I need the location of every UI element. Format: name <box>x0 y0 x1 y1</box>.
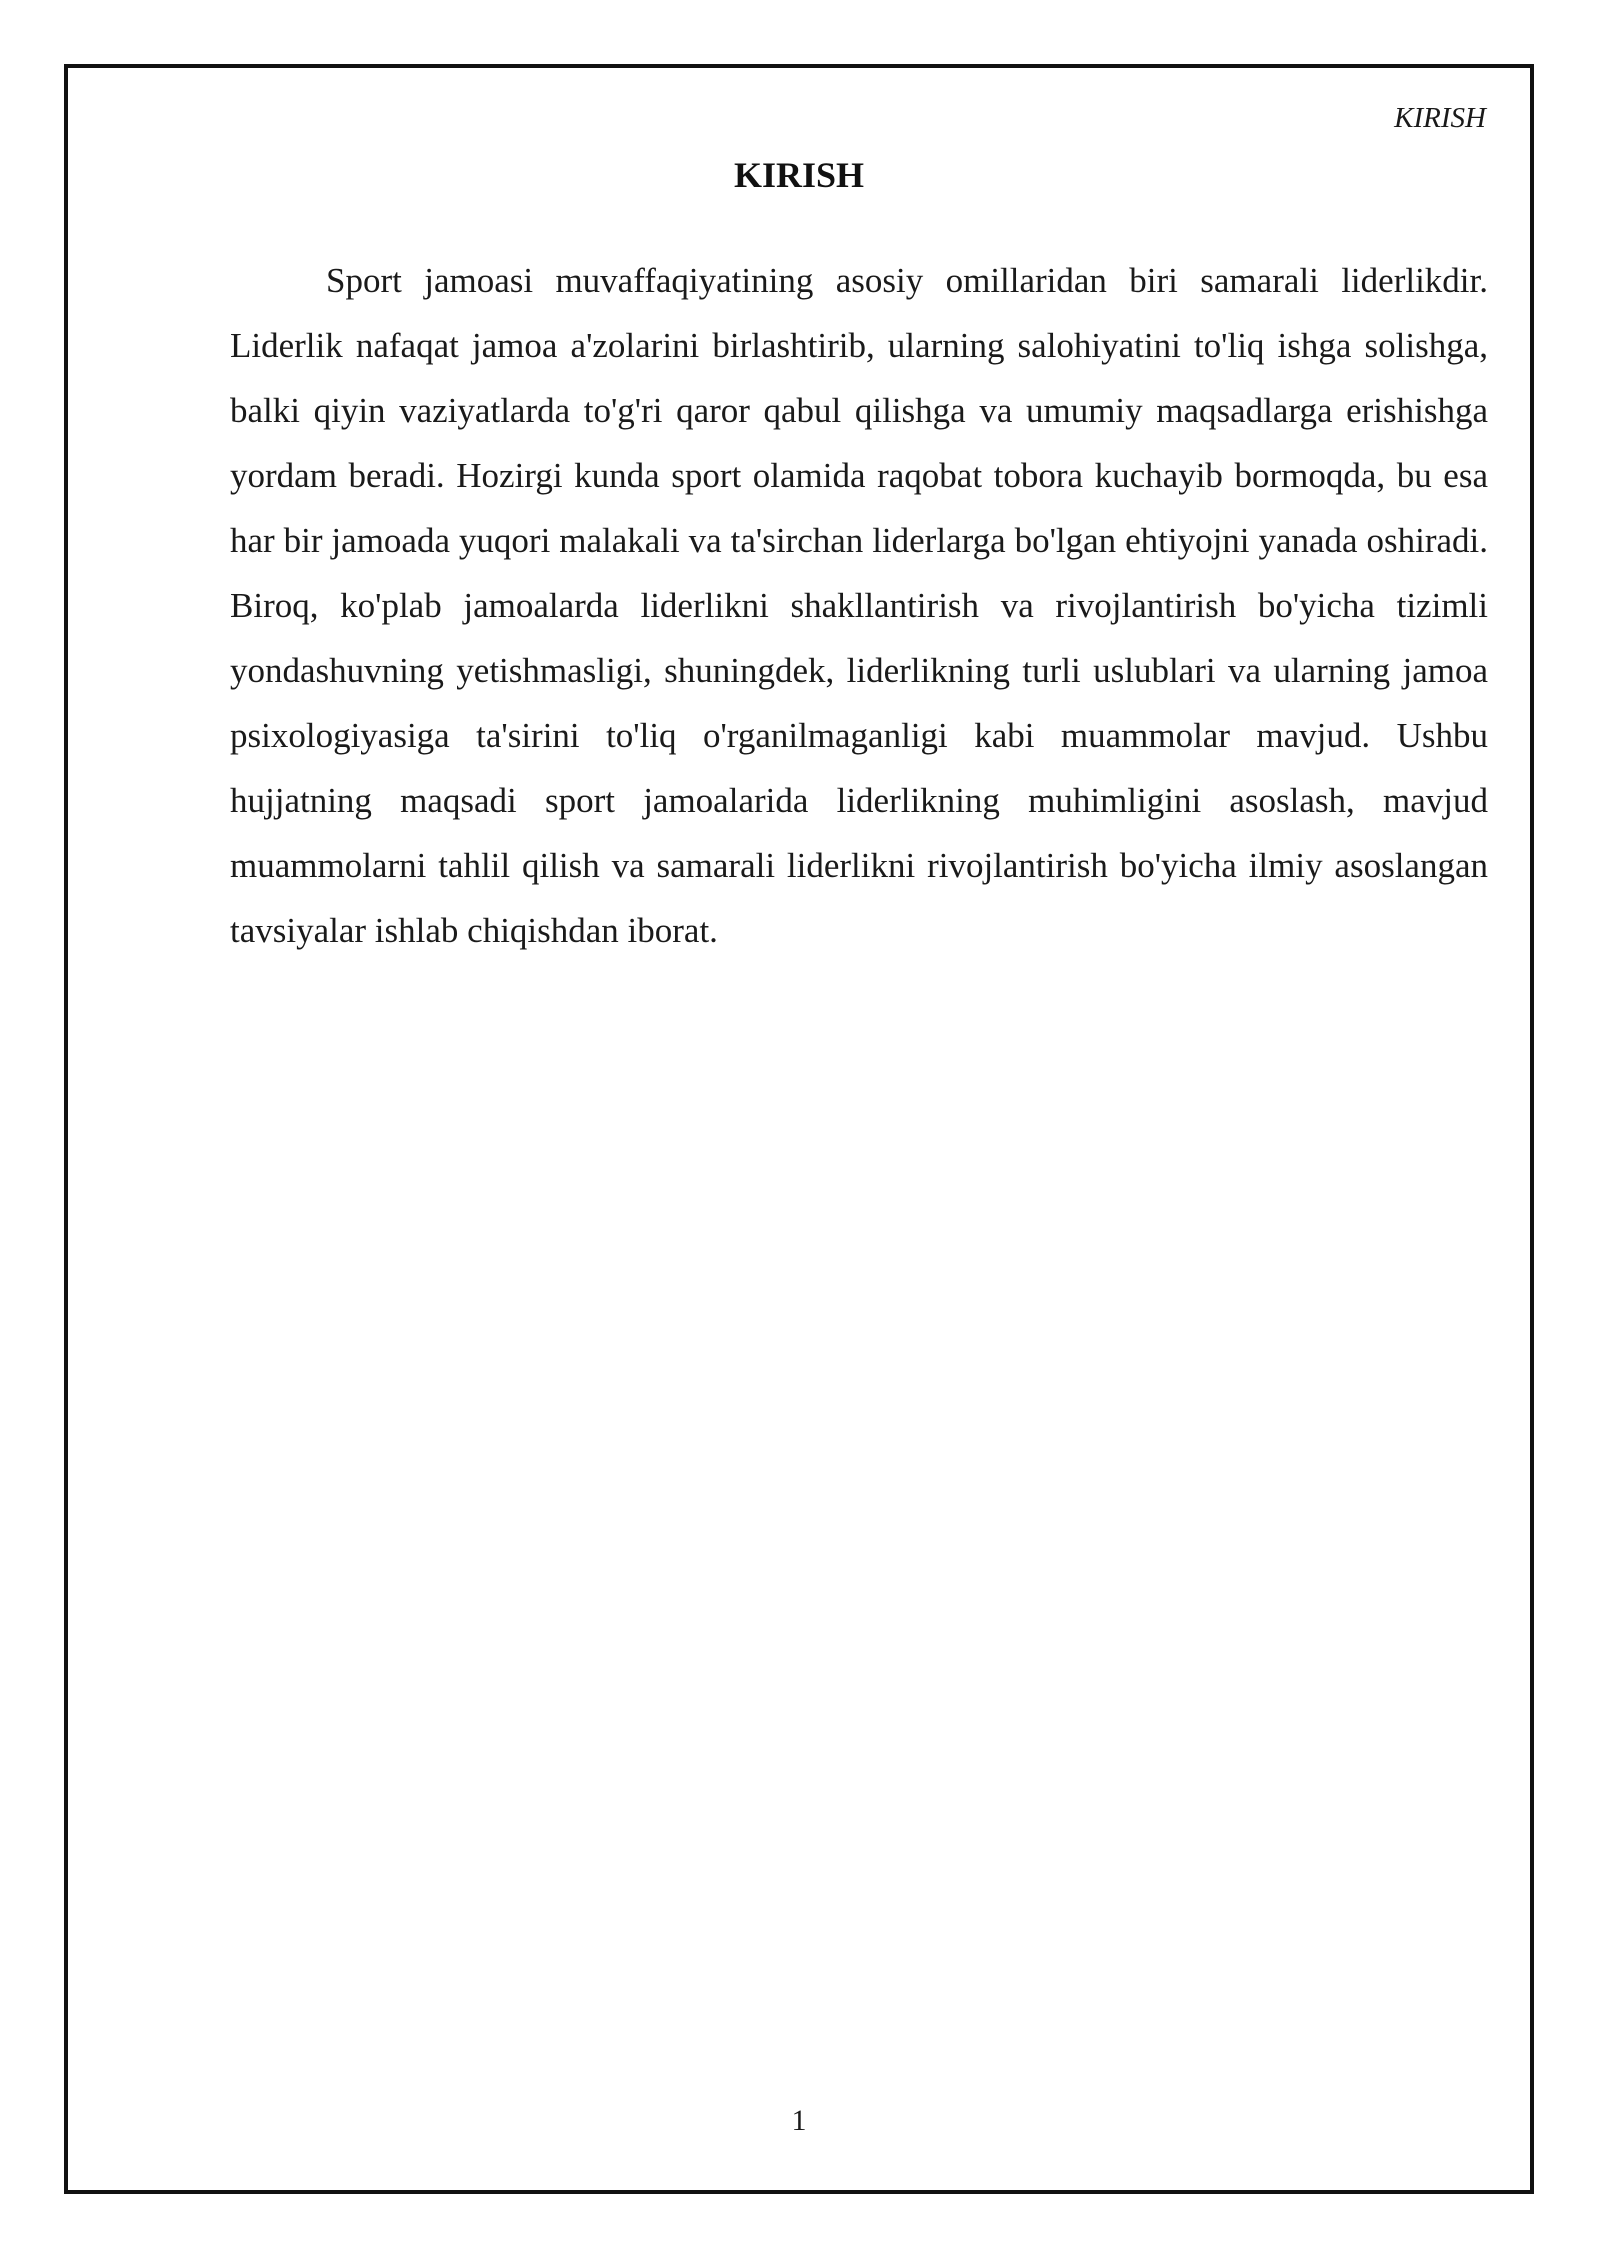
page-number: 1 <box>791 2104 807 2137</box>
page-title: KIRISH <box>733 155 865 195</box>
page-frame <box>64 64 1534 2194</box>
body-paragraph: Sport jamoasi muvaffaqiyatining asosiy omillaridan biri samarali liderlikdir. Liderlik nafaqat jamoa a'zolarini birlashtirib, ularning salohiyatini to'liq ishga solishga, balki qiyin vaziyatlarda to'g'ri qaror qabul qilishga va umumiy maqsadlarga erishishga yordam beradi. Hozirgi kunda sport olamida raqobat tobora kuchayib bormoqda, bu esa har bir jamoada yuqori malakali va ta'sirchan liderlarga bo'lgan ehtiyojni yanada oshiradi. Biroq, ko'plab jamoalarda liderlikni shakllantirish va rivojlantirish bo'yicha tizimli yondashuvning yetishmasligi, shuningdek, liderlikning turli uslublari va ularning jamoa psixologiyasiga ta'sirini to'liq o'rganilmaganligi kabi muammolar mavjud. Ushbu hujjatning maqsadi sport jamoalarida liderlikning muhimligini asoslash, mavjud muammolarni tahlil qilish va samarali liderlikni rivojlantirish bo'yicha ilmiy asoslangan tavsiyalar ishlab chiqishdan iborat. <box>230 261 1488 950</box>
running-header: KIRISH <box>1394 102 1486 134</box>
